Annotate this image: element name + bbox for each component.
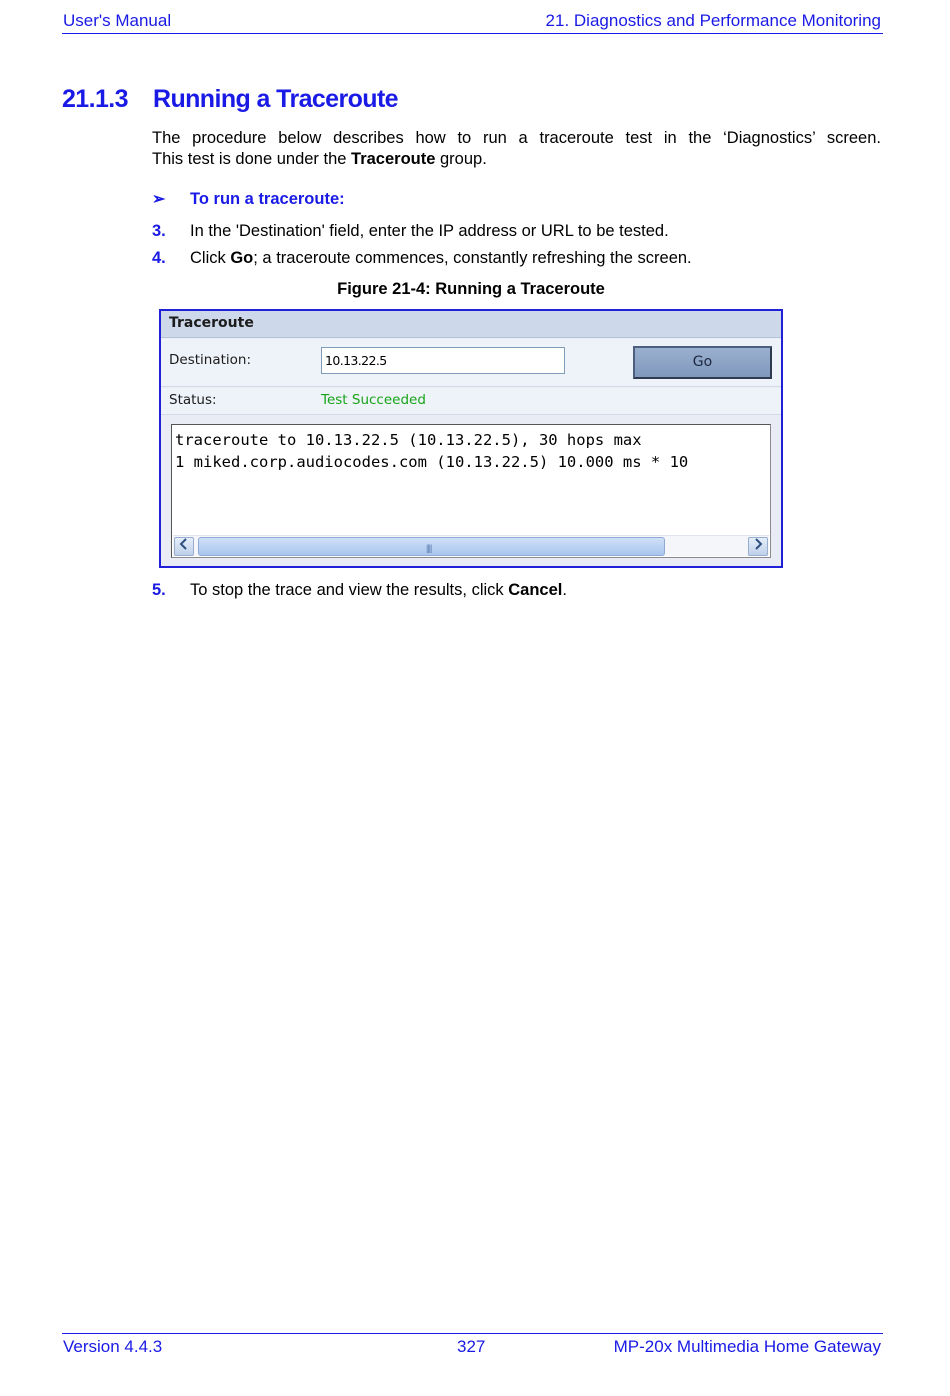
panel-title-bar [161, 311, 781, 338]
step-5 [152, 581, 567, 600]
horizontal-scrollbar[interactable] [173, 535, 769, 556]
section-heading [62, 85, 398, 114]
output-line-1: traceroute to 10.13.22.5 (10.13.22.5), 30 hops max [175, 431, 642, 449]
status-row [161, 388, 781, 415]
footer-version: Version 4.4.3 [63, 1337, 163, 1356]
chevron-left-icon[interactable] [174, 537, 194, 556]
step-text: Click [190, 249, 231, 267]
page-header [62, 10, 883, 34]
intro-line-1: The procedure below describes how to run a traceroute test in the ‘Diagnostics’ screen. [152, 129, 881, 147]
destination-label: Destination: [169, 352, 252, 368]
procedure-heading [152, 189, 345, 209]
procedure-title: To run a traceroute: [190, 190, 345, 208]
intro-line-2-tail: group. [435, 150, 487, 168]
section-title: Running a Traceroute [153, 85, 398, 113]
status-value: Test Succeeded [321, 392, 426, 408]
intro-line-2-text: This test is done under the [152, 150, 352, 168]
scrollbar-thumb[interactable] [198, 537, 665, 556]
grip-icon: |||| [426, 543, 432, 553]
intro-line-2-bold: Traceroute [351, 150, 436, 168]
step-number: 5. [152, 581, 166, 599]
page-footer [62, 1333, 883, 1356]
intro-line-2 [152, 149, 881, 170]
step-3 [152, 222, 669, 241]
arrow-bullet-icon: ➢ [152, 191, 166, 208]
footer-product: MP-20x Multimedia Home Gateway [613, 1337, 881, 1356]
step-4 [152, 249, 692, 268]
destination-input[interactable]: 10.13.22.5 [321, 347, 565, 374]
traceroute-panel [159, 309, 783, 568]
status-label: Status: [169, 392, 217, 408]
step-text-tail: . [562, 581, 567, 599]
step-number: 3. [152, 222, 166, 240]
panel-title: Traceroute [169, 315, 254, 331]
output-line-2: 1 miked.corp.audiocodes.com (10.13.22.5) 10.000 ms * 10 [175, 453, 689, 471]
intro-paragraph [152, 128, 881, 170]
step-text: To stop the trace and view the results, click [190, 581, 509, 599]
output-text [175, 429, 769, 473]
figure-caption: Figure 21-4: Running a Traceroute [337, 280, 605, 298]
step-bold: Go [230, 249, 254, 267]
header-chapter-title: 21. Diagnostics and Performance Monitoring [545, 11, 881, 30]
step-bold: Cancel [508, 581, 563, 599]
page-number: 327 [457, 1337, 486, 1356]
section-number: 21.1.3 [62, 85, 128, 113]
chevron-right-icon[interactable] [748, 537, 768, 556]
step-text: In the 'Destination' field, enter the IP address or URL to be tested. [190, 222, 669, 240]
header-manual-title: User's Manual [63, 11, 172, 30]
traceroute-output[interactable] [171, 424, 771, 558]
step-number: 4. [152, 249, 166, 267]
step-text-tail: ; a traceroute commences, constantly refreshing the screen. [253, 249, 692, 267]
go-button[interactable]: Go [633, 346, 772, 379]
